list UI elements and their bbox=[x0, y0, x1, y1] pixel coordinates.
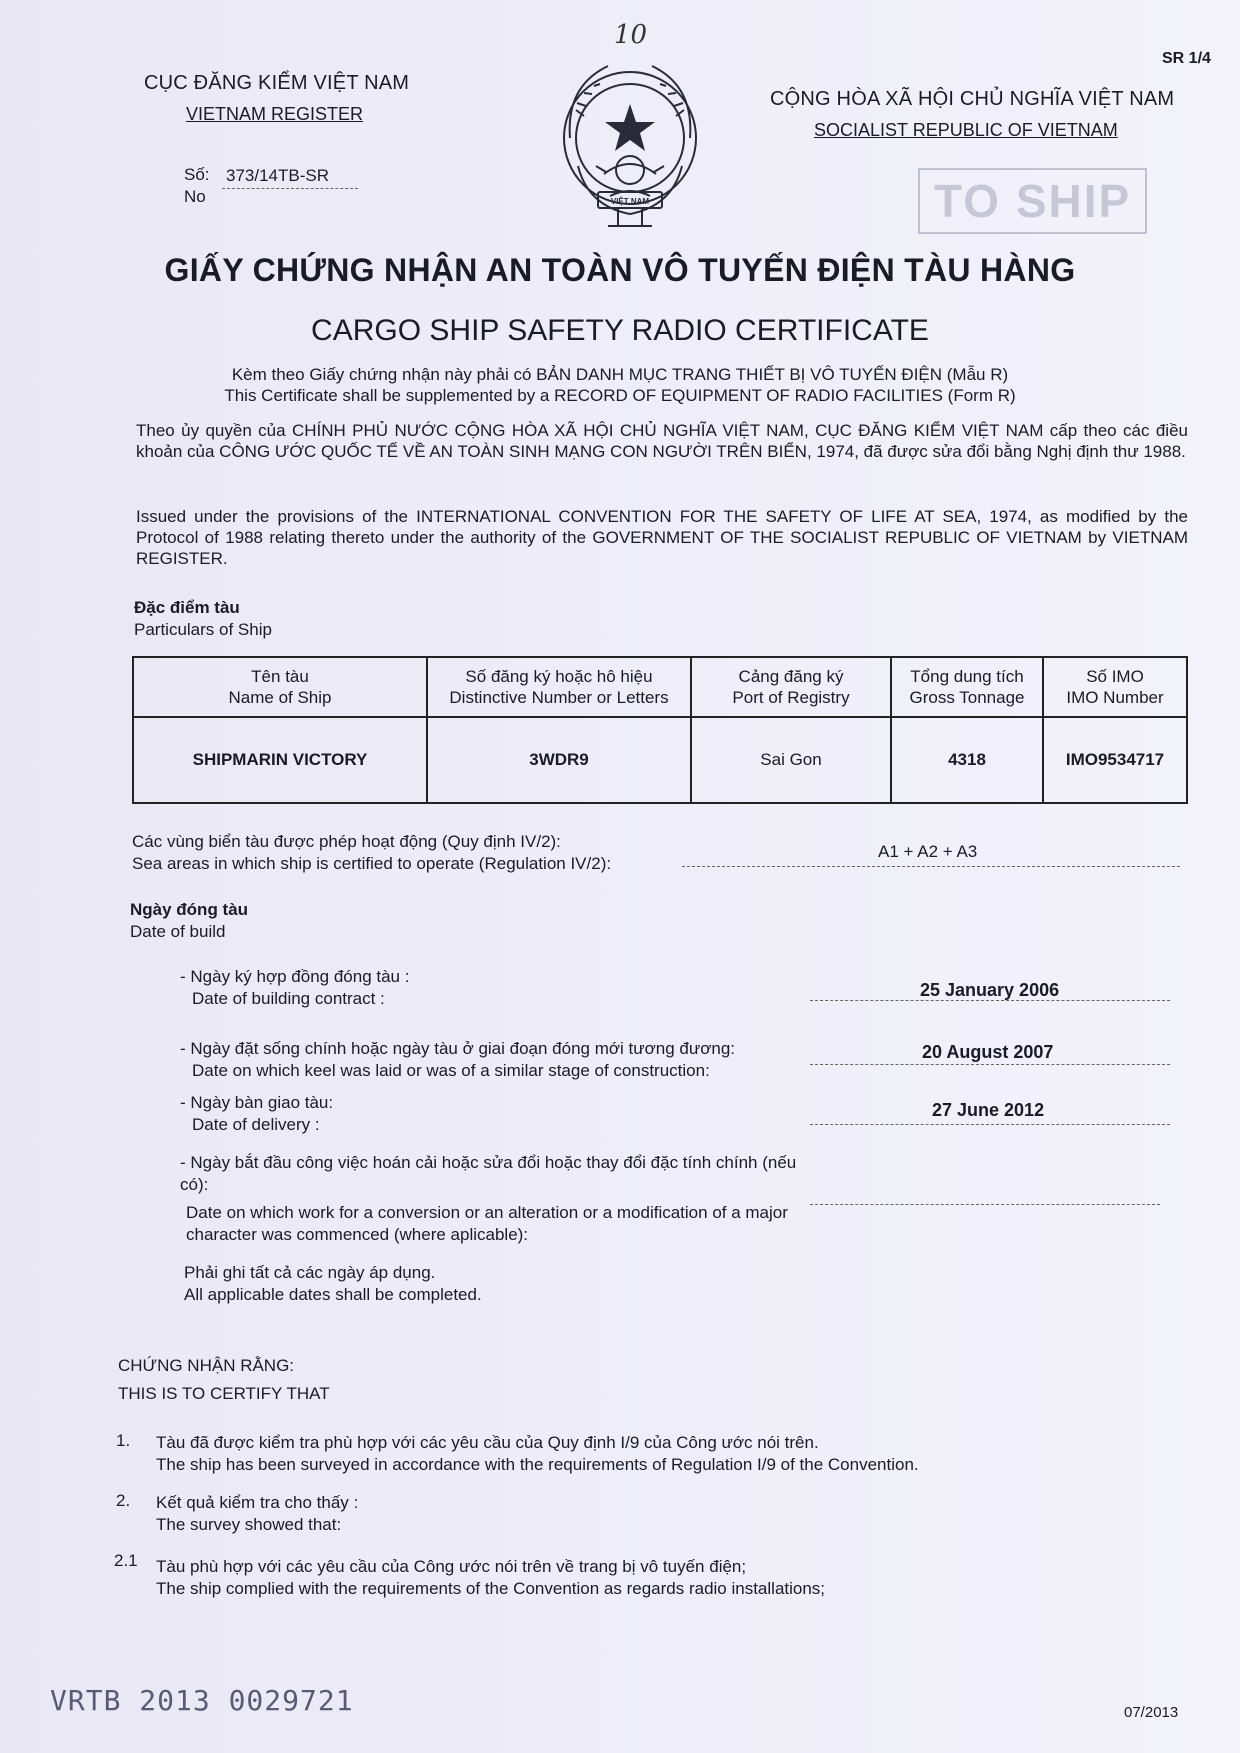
port-cell: Sai Gon bbox=[691, 717, 891, 803]
authority-paragraph-vn: Theo ủy quyền của CHÍNH PHỦ NƯỚC CỘNG HÒA XÃ HỘI CHỦ NGHĨA VIỆT NAM, CỤC ĐĂNG KIỂM VIỆT NAM cấp theo các điều khoản của CÔNG ƯỚC QUỐC TẾ VỀ AN TOÀN SINH MẠNG CON NGƯỜI TRÊN BIỂN, 1974, đã được sửa đổi bằng Nghị định thư 1988. bbox=[136, 421, 1188, 461]
issuer-name-en: VIETNAM REGISTER bbox=[186, 104, 364, 124]
ship-particulars-table bbox=[132, 656, 1188, 804]
table-header-row bbox=[133, 657, 1187, 717]
tonnage-cell: 4318 bbox=[891, 717, 1043, 803]
certify-item-number: 1. bbox=[116, 1431, 131, 1450]
certificate-number-value: 373/14TB-SR bbox=[222, 166, 358, 189]
country-name-vn: CỘNG HÒA XÃ HỘI CHỦ NGHĨA VIỆT NAM bbox=[770, 88, 1175, 110]
col-header-distinctive: Số đăng ký hoặc hô hiệu Distinctive Number or Letters bbox=[427, 657, 691, 717]
table-row bbox=[133, 717, 1187, 803]
page-tag: SR 1/4 bbox=[1162, 50, 1211, 67]
delivery-date-label: - Ngày bàn giao tàu: Date of delivery : bbox=[180, 1093, 334, 1134]
sea-areas-label-vn: Các vùng biển tàu được phép hoạt động (Quy định IV/2): bbox=[132, 832, 561, 851]
national-emblem-icon bbox=[548, 46, 712, 244]
handwritten-page-number: 10 bbox=[614, 20, 648, 50]
particulars-label-vn: Đặc điểm tàu bbox=[134, 598, 240, 617]
number-label-en: No bbox=[184, 187, 206, 206]
distinctive-number-cell: 3WDR9 bbox=[427, 717, 691, 803]
build-date-label-vn: Ngày đóng tàu bbox=[130, 900, 249, 919]
form-date: 07/2013 bbox=[1124, 1704, 1179, 1721]
conversion-date-label-en: Date on which work for a conversion or an alteration or a modification of a major character was commenced (where aplicable): bbox=[186, 1203, 788, 1244]
supplement-note-vn: Kèm theo Giấy chứng nhận này phải có BẢN DANH MỤC TRANG THIẾT BỊ VÔ TUYẾN ĐIỆN (Mẫu R) bbox=[231, 365, 1009, 384]
imo-cell: IMO9534717 bbox=[1043, 717, 1187, 803]
title-en: CARGO SHIP SAFETY RADIO CERTIFICATE bbox=[311, 314, 929, 347]
sea-areas-label-en: Sea areas in which ship is certified to operate (Regulation IV/2): bbox=[132, 854, 612, 873]
contract-date-value: 25 January 2006 bbox=[920, 980, 1060, 1000]
conversion-date-line bbox=[810, 1204, 1160, 1205]
conversion-date-label-vn: - Ngày bắt đầu công việc hoán cải hoặc sửa đổi hoặc thay đổi đặc tính chính (nếu có): bbox=[180, 1153, 797, 1194]
keel-date-value: 20 August 2007 bbox=[922, 1042, 1054, 1062]
to-ship-stamp: TO SHIP bbox=[918, 168, 1147, 234]
sea-areas-line bbox=[682, 866, 1180, 867]
particulars-label-en: Particulars of Ship bbox=[134, 620, 272, 639]
col-header-name: Tên tàu Name of Ship bbox=[133, 657, 427, 717]
keel-date-line bbox=[810, 1064, 1170, 1065]
build-date-label-en: Date of build bbox=[130, 922, 226, 941]
contract-date-label: - Ngày ký hợp đồng đóng tàu : Date of building contract : bbox=[180, 967, 410, 1008]
certify-item: Kết quả kiểm tra cho thấy : The survey showed that: bbox=[156, 1493, 359, 1534]
certify-heading-en: THIS IS TO CERTIFY THAT bbox=[118, 1384, 330, 1403]
authority-paragraph-en: Issued under the provisions of the INTERNATIONAL CONVENTION FOR THE SAFETY OF LIFE AT SEA, 1974, as modified by the Protocol of 1988 relating thereto under the authority of the GOVERNMENT OF THE SOCIALIST REPUBLIC OF VIETNAM by VIETNAM REGISTER. bbox=[136, 507, 1188, 568]
certify-item: Tàu đã được kiểm tra phù hợp với các yêu cầu của Quy định I/9 của Công ước nói trên. The ship has been surveyed in accordance with the requirements of Regulation I/9 of the Convention. bbox=[156, 1433, 919, 1474]
title-vn: GIẤY CHỨNG NHẬN AN TOÀN VÔ TUYẾN ĐIỆN TÀU HÀNG bbox=[164, 252, 1076, 288]
certify-item-number: 2. bbox=[116, 1491, 131, 1510]
supplement-note-en: This Certificate shall be supplemented by a RECORD OF EQUIPMENT OF RADIO FACILITIES (Form R) bbox=[224, 386, 1016, 405]
delivery-date-line bbox=[810, 1124, 1170, 1125]
keel-date-label: - Ngày đặt sống chính hoặc ngày tàu ở giai đoạn đóng mới tương đương: Date on which keel was laid or was of a similar stage of construction: bbox=[180, 1039, 736, 1080]
certify-heading-vn: CHỨNG NHẬN RẰNG: bbox=[118, 1356, 295, 1375]
certify-item-number: 2.1 bbox=[114, 1551, 138, 1570]
col-header-port: Cảng đăng ký Port of Registry bbox=[691, 657, 891, 717]
country-name-en: SOCIALIST REPUBLIC OF VIETNAM bbox=[814, 120, 1118, 140]
certificate-number bbox=[184, 164, 210, 208]
applicable-dates-note: Phải ghi tất cả các ngày áp dụng. All applicable dates shall be completed. bbox=[184, 1263, 482, 1304]
certify-item: Tàu phù hợp với các yêu cầu của Công ước nói trên về trang bị vô tuyến điện; The ship complied with the requirements of the Convention as regards radio installations; bbox=[156, 1557, 826, 1598]
emblem-text: VIỆT NAM bbox=[610, 197, 650, 206]
col-header-imo: Số IMO IMO Number bbox=[1043, 657, 1187, 717]
col-header-tonnage: Tổng dung tích Gross Tonnage bbox=[891, 657, 1043, 717]
sea-areas-value: A1 + A2 + A3 bbox=[878, 842, 978, 861]
delivery-date-value: 27 June 2012 bbox=[932, 1100, 1045, 1120]
issuer-name-vn: CỤC ĐĂNG KIỂM VIỆT NAM bbox=[144, 72, 410, 94]
number-label-vn: Số: bbox=[184, 165, 210, 184]
serial-number: VRTB 2013 0029721 bbox=[50, 1684, 354, 1717]
ship-name-cell: SHIPMARIN VICTORY bbox=[133, 717, 427, 803]
supplement-note bbox=[0, 364, 1240, 406]
